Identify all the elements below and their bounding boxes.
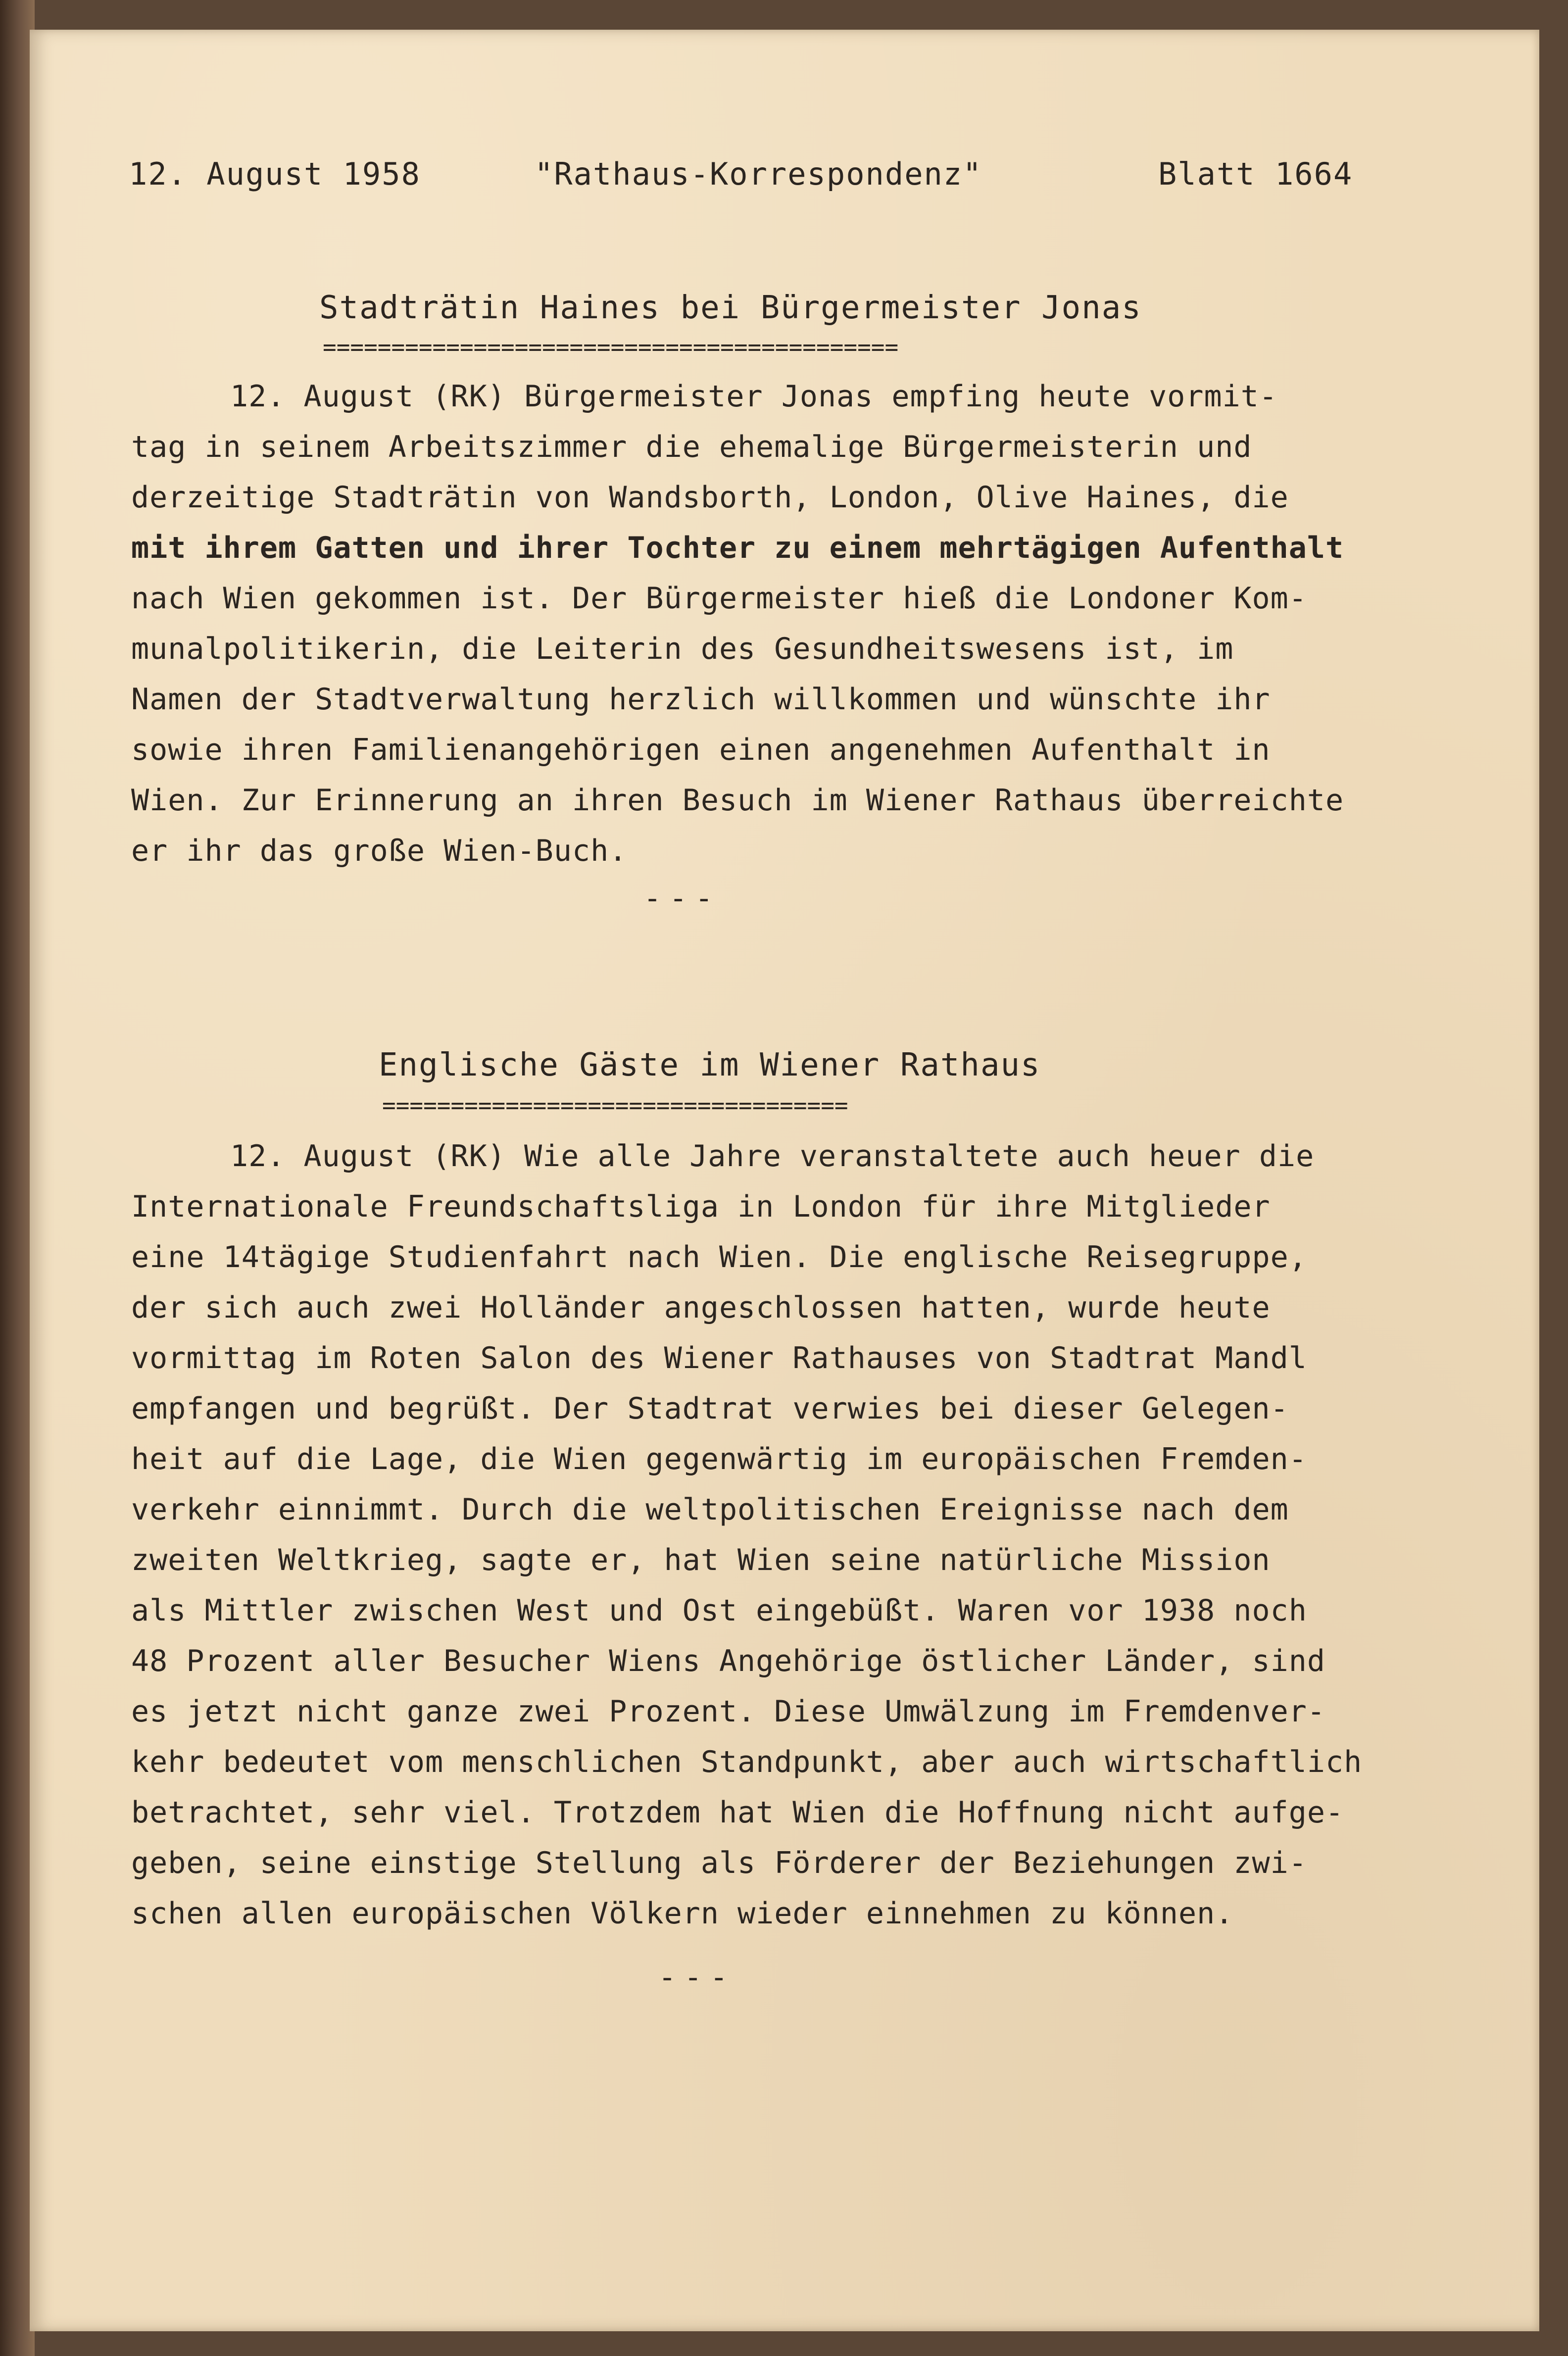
article-2-line: heit auf die Lage, die Wien gegenwärtig im europäischen Fremden-	[131, 1442, 1307, 1476]
header-sheet-number: Blatt 1664	[1158, 156, 1353, 192]
article-2-line: kehr bedeutet vom menschlichen Standpunkt, aber auch wirtschaftlich	[131, 1745, 1363, 1779]
page-header	[129, 156, 1366, 200]
article-2-line: empfangen und begrüßt. Der Stadtrat verwies bei dieser Gelegen-	[131, 1391, 1289, 1426]
article-2-line: es jetzt nicht ganze zwei Prozent. Diese Umwälzung im Fremdenver-	[131, 1694, 1325, 1729]
article-1-line: munalpolitikerin, die Leiterin des Gesundheitswesens ist, im	[131, 632, 1234, 666]
article-1-separator: ---	[643, 881, 721, 916]
header-date: 12. August 1958	[129, 156, 421, 192]
article-2-line: als Mittler zwischen West und Ost eingebüßt. Waren vor 1938 noch	[131, 1593, 1307, 1628]
article-1-line: er ihr das große Wien-Buch.	[131, 834, 628, 868]
article-2-line: betrachtet, sehr viel. Trotzdem hat Wien die Hoffnung nicht aufge-	[131, 1795, 1344, 1830]
article-2-body	[131, 1131, 1492, 1939]
article-1-body	[131, 371, 1492, 876]
article-2-line: eine 14tägige Studienfahrt nach Wien. Die englische Reisegruppe,	[131, 1240, 1307, 1275]
article-2-line: zweiten Weltkrieg, sagte er, hat Wien seine natürliche Mission	[131, 1543, 1271, 1577]
article-1-line: 12. August (RK) Bürgermeister Jonas empfing heute vormit-	[230, 379, 1278, 414]
article-2-line: geben, seine einstige Stellung als Förderer der Beziehungen zwi-	[131, 1846, 1307, 1880]
article-2-title: Englische Gäste im Wiener Rathaus	[379, 1047, 1041, 1083]
article-1-title: Stadträtin Haines bei Bürgermeister Jonas	[319, 290, 1142, 326]
article-2-line: vormittag im Roten Salon des Wiener Rathauses von Stadtrat Mandl	[131, 1341, 1307, 1375]
document-page	[30, 30, 1539, 2331]
article-2-line: schen allen europäischen Völkern wieder einnehmen zu können.	[131, 1896, 1234, 1931]
article-1-line: mit ihrem Gatten und ihrer Tochter zu einem mehrtägigen Aufenthalt	[131, 531, 1344, 565]
article-2-line: 12. August (RK) Wie alle Jahre veranstaltete auch heuer die	[230, 1139, 1315, 1174]
header-publication: "Rathaus-Korrespondenz"	[535, 156, 982, 192]
article-1-line: derzeitige Stadträtin von Wandsborth, London, Olive Haines, die	[131, 480, 1289, 515]
article-1-line: nach Wien gekommen ist. Der Bürgermeister hieß die Londoner Kom-	[131, 581, 1307, 616]
article-2-line: Internationale Freundschaftsliga in London für ihre Mitglieder	[131, 1189, 1271, 1224]
article-1-line: Namen der Stadtverwaltung herzlich willkommen und wünschte ihr	[131, 682, 1271, 717]
article-1-title-underline: ==========================================	[323, 336, 899, 358]
article-2-title-underline: ==================================	[382, 1094, 848, 1117]
article-2-line: verkehr einnimmt. Durch die weltpolitischen Ereignisse nach dem	[131, 1492, 1289, 1527]
article-2-line: 48 Prozent aller Besucher Wiens Angehörige östlicher Länder, sind	[131, 1644, 1325, 1678]
article-2-separator: ---	[658, 1960, 736, 1995]
article-1-line: Wien. Zur Erinnerung an ihren Besuch im Wiener Rathaus überreichte	[131, 783, 1344, 818]
article-2-line: der sich auch zwei Holländer angeschlossen hatten, wurde heute	[131, 1290, 1271, 1325]
article-1-line: sowie ihren Familienangehörigen einen angenehmen Aufenthalt in	[131, 733, 1271, 767]
article-1-line: tag in seinem Arbeitszimmer die ehemalige Bürgermeisterin und	[131, 430, 1252, 464]
